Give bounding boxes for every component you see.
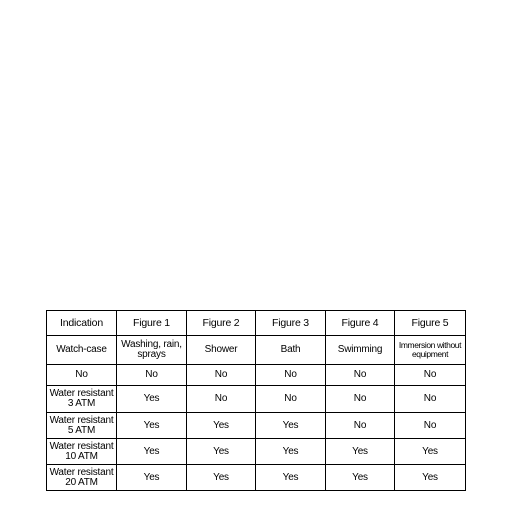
table-cell: No (256, 386, 326, 413)
table-cell: No (326, 365, 395, 386)
table-row-usage (47, 336, 466, 365)
table-row-20-atm (47, 465, 466, 491)
table-cell: No (187, 386, 256, 413)
table-cell: Water resistant 20 ATM (47, 465, 117, 491)
table-cell: Yes (395, 465, 466, 491)
table-cell: No (395, 413, 466, 439)
table-cell: Bath (256, 336, 326, 365)
table-row-3-atm (47, 386, 466, 413)
header-cell-figure-5: Figure 5 (395, 311, 466, 336)
table-cell: Yes (187, 465, 256, 491)
table-cell: Yes (256, 439, 326, 465)
table-cell: Yes (256, 413, 326, 439)
header-cell-figure-2: Figure 2 (187, 311, 256, 336)
table-cell: No (187, 365, 256, 386)
table-row-5-atm (47, 413, 466, 439)
table-cell: Water resistant 10 ATM (47, 439, 117, 465)
table-header-row (47, 311, 466, 336)
table-cell: No (117, 365, 187, 386)
table-cell: Immersion without equipment (395, 336, 466, 365)
table-cell: No (47, 365, 117, 386)
water-resistance-table-container (46, 310, 465, 491)
table-cell: Washing, rain, sprays (117, 336, 187, 365)
header-cell-figure-4: Figure 4 (326, 311, 395, 336)
table-cell: Yes (326, 439, 395, 465)
water-resistance-table (46, 310, 466, 491)
table-cell: No (395, 386, 466, 413)
table-cell: Yes (395, 439, 466, 465)
table-cell: Swimming (326, 336, 395, 365)
header-cell-indication: Indication (47, 311, 117, 336)
table-cell: No (256, 365, 326, 386)
table-cell: Yes (117, 413, 187, 439)
table-cell: Shower (187, 336, 256, 365)
table-cell: Yes (256, 465, 326, 491)
header-cell-figure-3: Figure 3 (256, 311, 326, 336)
table-row-10-atm (47, 439, 466, 465)
table-cell: Yes (117, 439, 187, 465)
table-cell: No (326, 413, 395, 439)
table-cell: Yes (117, 465, 187, 491)
table-cell: Yes (326, 465, 395, 491)
table-row-no (47, 365, 466, 386)
table-cell: Water resistant 3 ATM (47, 386, 117, 413)
table-cell: No (326, 386, 395, 413)
table-cell: Yes (187, 439, 256, 465)
header-cell-figure-1: Figure 1 (117, 311, 187, 336)
table-cell: Yes (117, 386, 187, 413)
table-cell: Watch-case (47, 336, 117, 365)
table-cell: Water resistant 5 ATM (47, 413, 117, 439)
table-cell: No (395, 365, 466, 386)
table-cell: Yes (187, 413, 256, 439)
